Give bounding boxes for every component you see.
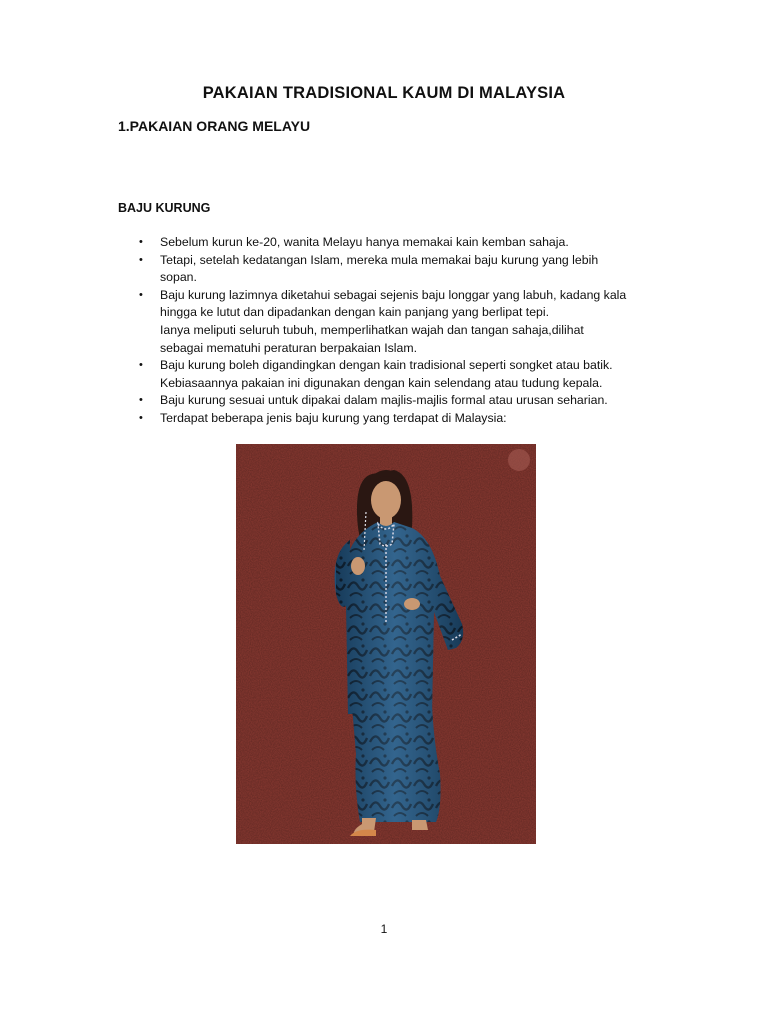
bullet-item <box>118 234 678 252</box>
bullet-line: sebagai mematuhi peraturan berpakaian Islam. <box>160 340 418 355</box>
bullet-line: Kebiasaannya pakaian ini digunakan dengan kain selendang atau tudung kepala. <box>160 375 603 390</box>
bullet-line: • Terdapat beberapa jenis baju kurung yang terdapat di Malaysia: <box>160 410 507 425</box>
baju-kurung-photo <box>236 444 536 844</box>
bullet-line: • Baju kurung boleh digandingkan dengan kain tradisional seperti songket atau batik. <box>160 358 613 373</box>
page-number: 1 <box>380 922 388 936</box>
section-heading: 1.PAKAIAN ORANG MELAYU <box>118 118 311 134</box>
bullet-item <box>118 392 678 410</box>
bullet-list <box>118 234 678 428</box>
bullet-item <box>118 252 678 287</box>
sub-heading: BAJU KURUNG <box>118 201 211 215</box>
bullet-line: sopan. <box>160 270 197 285</box>
bullet-item <box>118 287 678 357</box>
bullet-line: • Baju kurung sesuai untuk dipakai dalam majlis-majlis formal atau urusan seharian. <box>160 393 608 408</box>
bullet-item <box>118 410 678 428</box>
bullet-line: hingga ke lutut dan dipadankan dengan kain panjang yang berlipat tepi. <box>160 305 550 320</box>
bullet-line: • Baju kurung lazimnya diketahui sebagai sejenis baju longgar yang labuh, kadang kala <box>160 287 627 302</box>
document-title: PAKAIAN TRADISIONAL KAUM DI MALAYSIA <box>202 84 566 102</box>
bullet-line: Ianya meliputi seluruh tubuh, memperlihatkan wajah dan tangan sahaja,dilihat <box>160 322 584 337</box>
bullet-line: • Sebelum kurun ke-20, wanita Melayu hanya memakai kain kemban sahaja. <box>160 235 569 249</box>
bullet-line: • Tetapi, setelah kedatangan Islam, mereka mula memakai baju kurung yang lebih <box>160 252 599 267</box>
bullet-item <box>118 357 678 392</box>
